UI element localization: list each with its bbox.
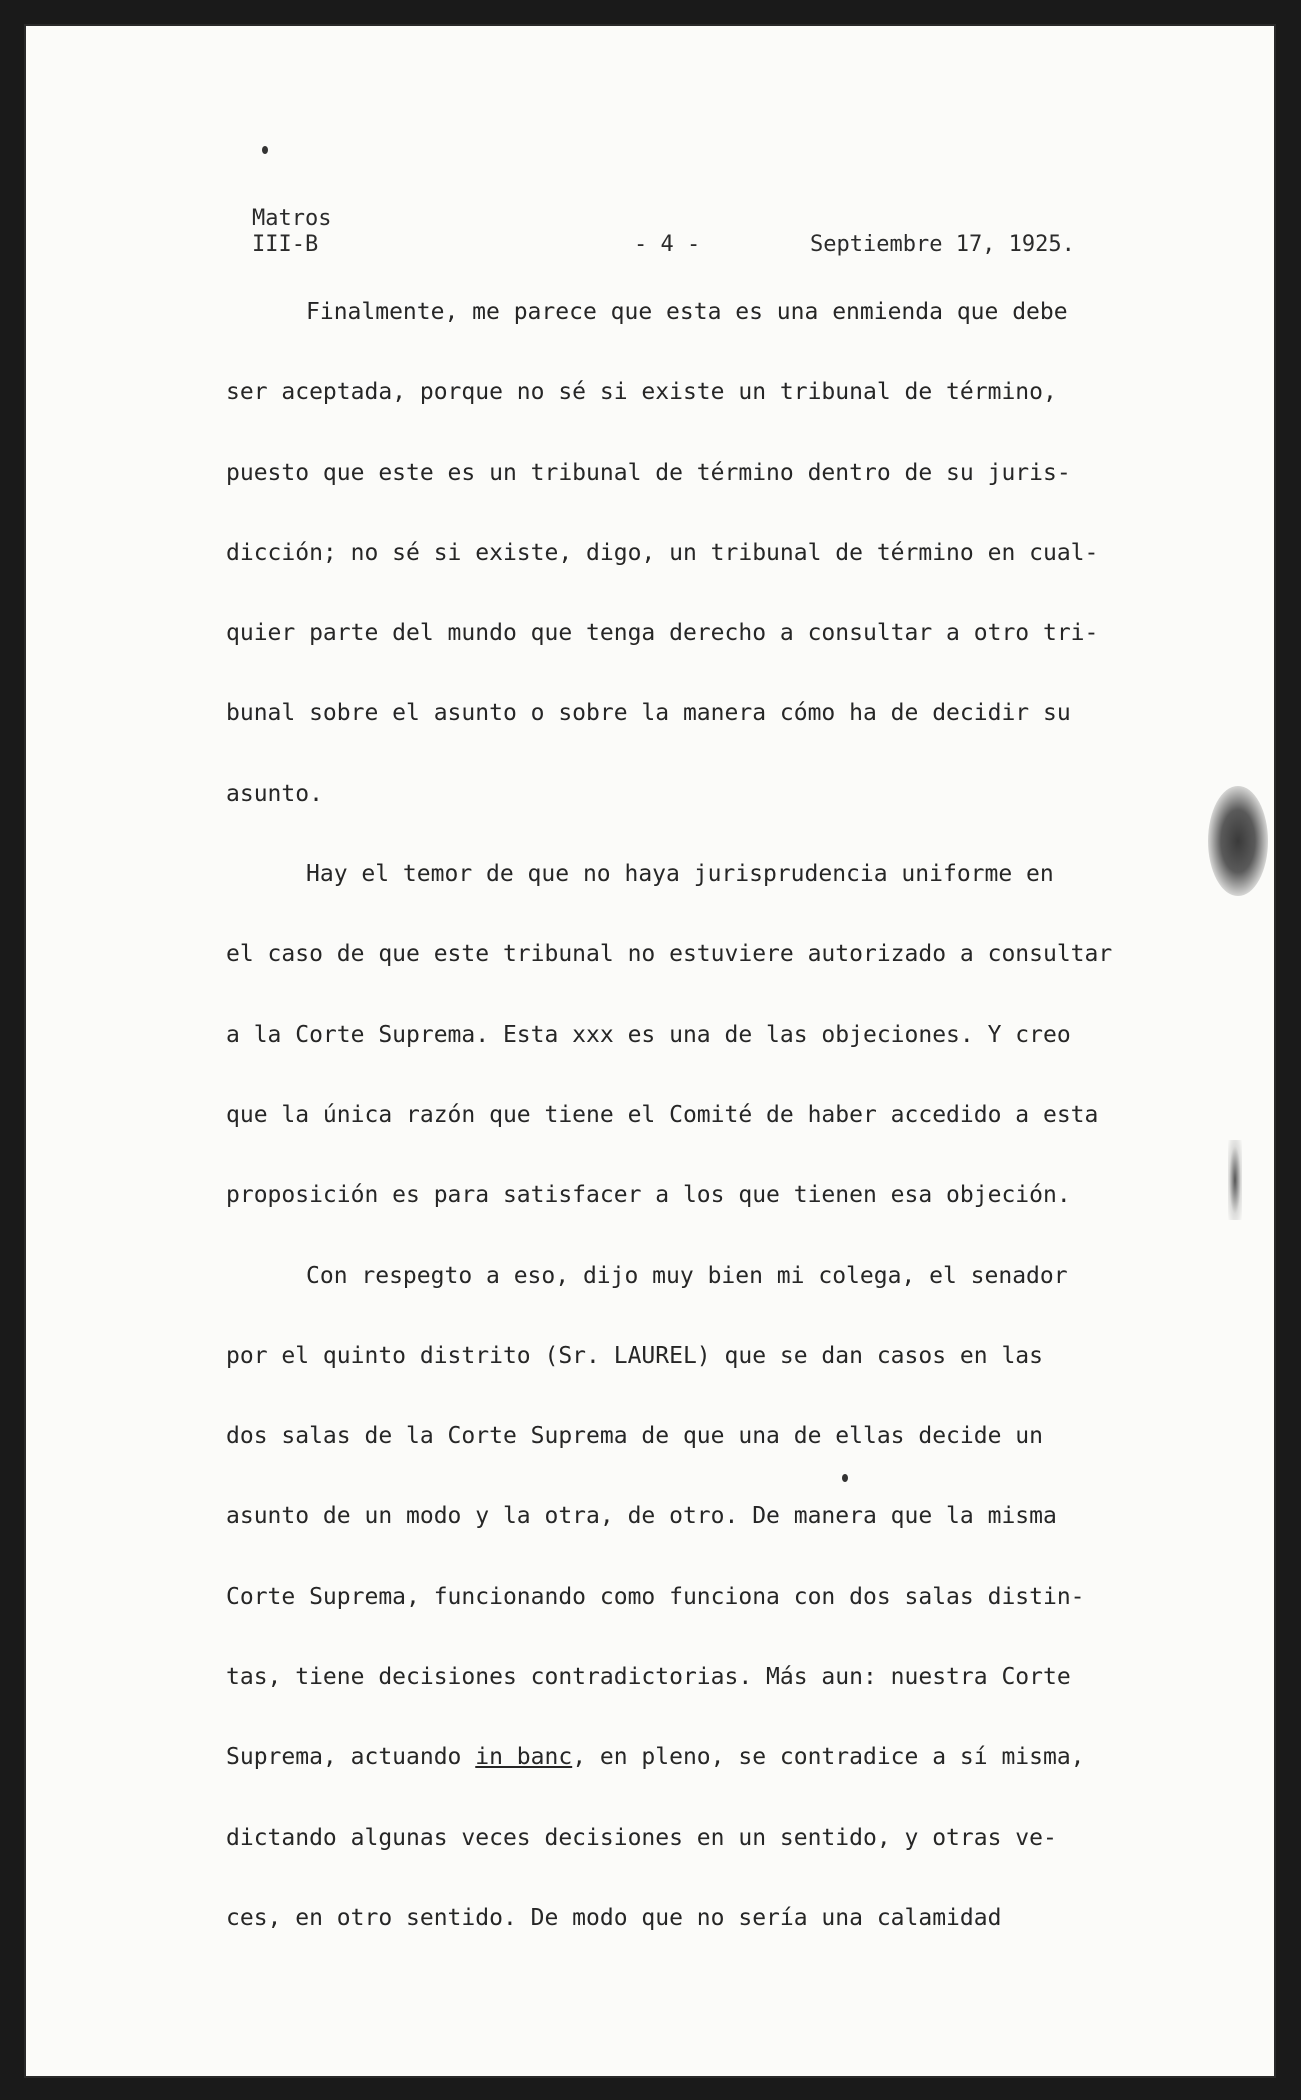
body-text — [226, 272, 1146, 1958]
text-line: dictando algunas veces decisiones en un sentido, y otras ve- — [226, 1824, 1057, 1851]
header-line-1: Matros — [252, 206, 332, 231]
ink-speck — [262, 146, 268, 154]
text-line — [226, 1717, 1146, 1797]
text-line: ser aceptada, porque no sé si existe un tribunal de término, — [226, 379, 1057, 406]
text-fragment: , en pleno, se contradice a sí misma, — [572, 1744, 1085, 1771]
text-line: dos salas de la Corte Suprema de que una de ellas decide un — [226, 1423, 1043, 1450]
underlined-phrase: in banc — [475, 1744, 573, 1771]
ink-smudge — [1208, 786, 1268, 896]
text-line: Con respegto a eso, dijo muy bien mi colega, el senador — [306, 1262, 1068, 1289]
text-line: el caso de que este tribunal no estuviere autorizado a consultar — [226, 941, 1113, 968]
text-line: bunal sobre el asunto o sobre la manera cómo ha de decidir su — [226, 700, 1071, 727]
text-line: por el quinto distrito (Sr. LAUREL) que se dan casos en las — [226, 1342, 1043, 1369]
ink-smudge-small — [1228, 1140, 1242, 1220]
header-line-2: III-B — [252, 232, 319, 257]
text-line: Finalmente, me parece que esta es una enmienda que debe — [306, 299, 1068, 325]
text-line: Corte Suprema, funcionando como funciona con dos salas distin- — [226, 1583, 1085, 1610]
text-line: dicción; no sé si existe, digo, un tribunal de término en cual- — [226, 539, 1099, 566]
text-line: proposición es para satisfacer a los que tienen esa objeción. — [226, 1182, 1071, 1209]
header-reference — [252, 206, 331, 258]
text-line: Hay el temor de que no haya jurisprudencia uniforme en — [306, 861, 1054, 888]
text-line: asunto de un modo y la otra, de otro. De manera que la misma — [226, 1503, 1057, 1530]
ink-speck — [842, 1474, 848, 1482]
page-number: - 4 - — [634, 232, 701, 257]
header-date: Septiembre 17, 1925. — [810, 232, 1075, 257]
text-line: asunto. — [226, 780, 323, 807]
text-line: a la Corte Suprema. Esta xxx es una de las objeciones. Y creo — [226, 1021, 1071, 1048]
text-line: quier parte del mundo que tenga derecho a consultar a otro tri- — [226, 620, 1099, 647]
text-fragment: Suprema, actuando — [226, 1744, 476, 1771]
text-line: puesto que este es un tribunal de término dentro de su juris- — [226, 459, 1071, 486]
text-line: que la única razón que tiene el Comité de haber accedido a esta — [226, 1101, 1099, 1128]
text-line: tas, tiene decisiones contradictorias. Más aun: nuestra Corte — [226, 1664, 1071, 1691]
text-line: ces, en otro sentido. De modo que no sería una calamidad — [226, 1904, 1002, 1931]
